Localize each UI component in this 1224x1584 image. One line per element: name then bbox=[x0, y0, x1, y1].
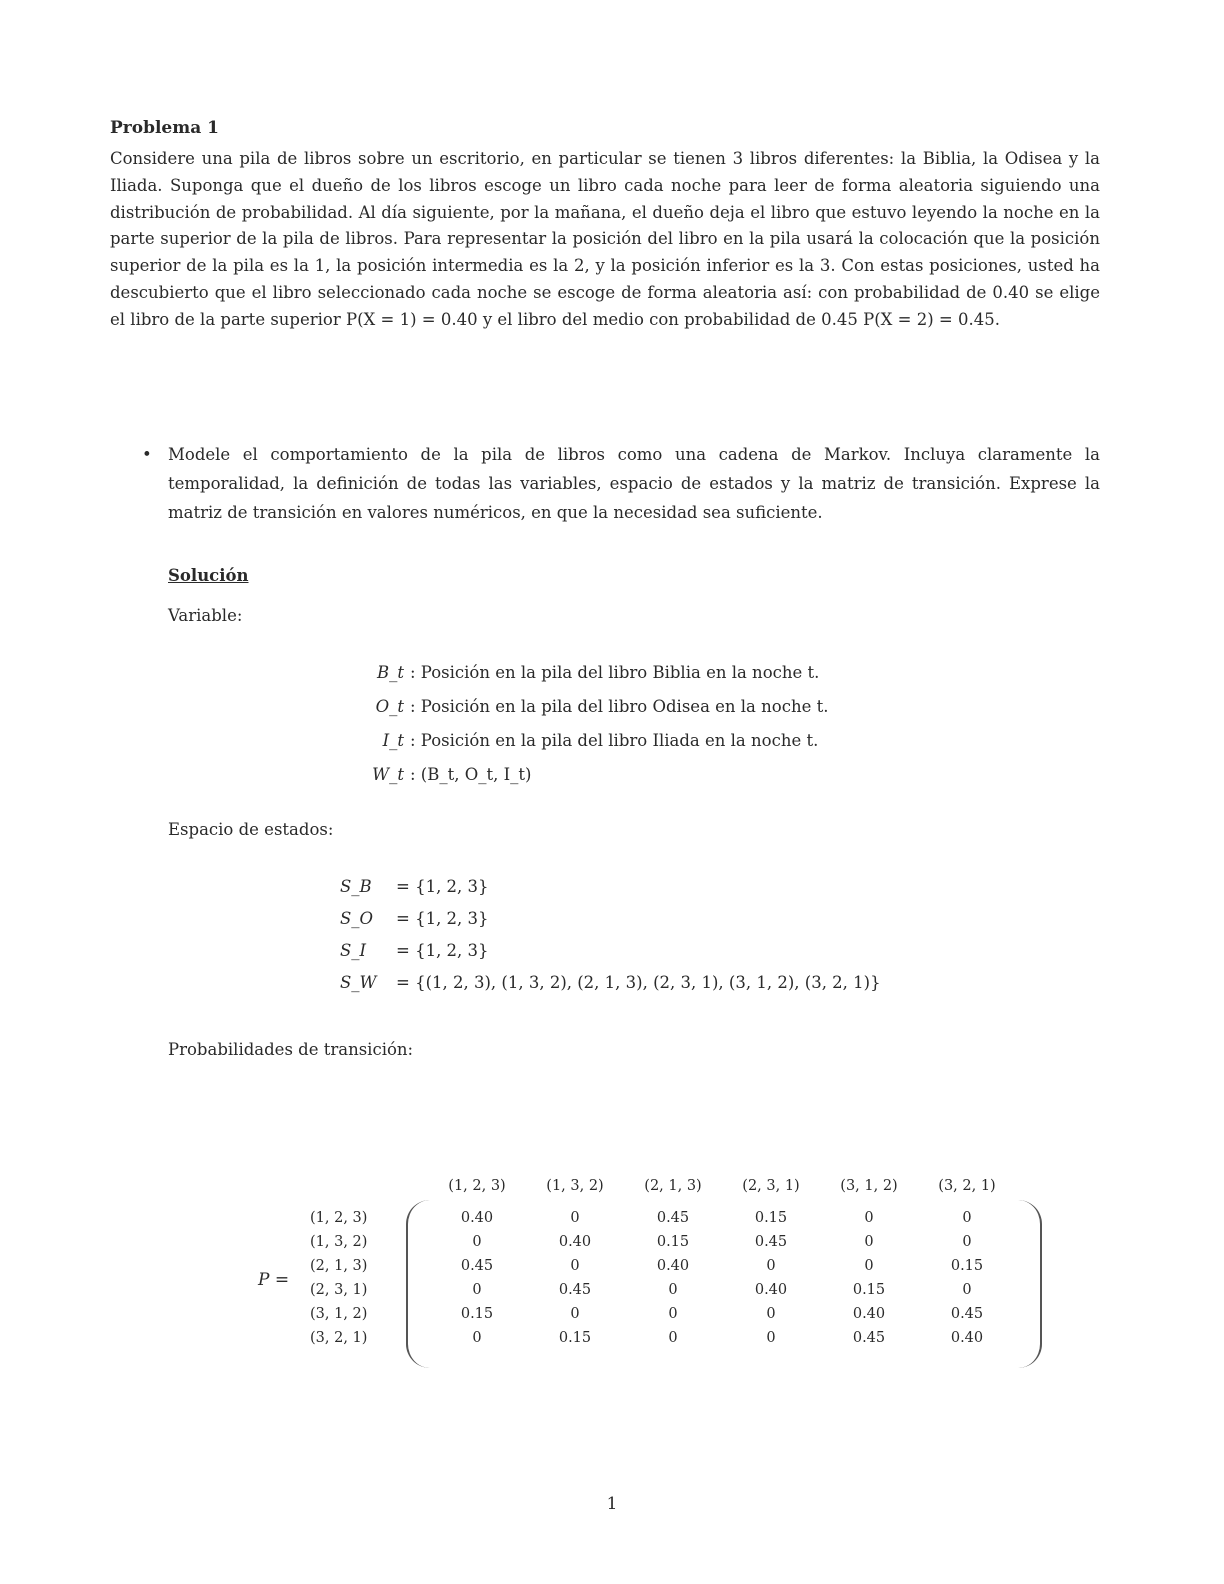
transition-matrix bbox=[258, 1178, 1048, 1378]
matrix-cell: 0 bbox=[864, 1258, 874, 1274]
row-header: (3, 1, 2) bbox=[310, 1306, 368, 1322]
state-space-set: = {1, 2, 3} bbox=[396, 908, 489, 928]
column-header: (3, 1, 2) bbox=[840, 1178, 898, 1194]
matrix-cell: 0 bbox=[570, 1210, 580, 1226]
matrix-cell: 0.15 bbox=[460, 1306, 494, 1322]
task-item: Modele el comportamiento de la pila de libros como una cadena de Markov. Incluya claramente la temporalidad, la definición de todas las variables, espacio de estados y la matriz de transición. Exprese la matriz de transición en valores numéricos, en que la necesidad sea suficiente. bbox=[168, 445, 1100, 522]
matrix-cells bbox=[428, 1206, 1016, 1350]
state-space-row bbox=[340, 902, 881, 934]
matrix-cell: 0 bbox=[472, 1330, 482, 1346]
state-space-row bbox=[340, 870, 881, 902]
transition-label: Probabilidades de transición: bbox=[168, 1040, 414, 1059]
matrix-cell: 0.15 bbox=[754, 1210, 788, 1226]
state-space-symbol: S_B bbox=[340, 876, 372, 896]
matrix-cell: 0 bbox=[766, 1306, 776, 1322]
variable-description: : Posición en la pila del libro Biblia en la noche t. bbox=[410, 662, 820, 682]
state-spaces bbox=[340, 870, 881, 998]
matrix-cell: 0.40 bbox=[852, 1306, 886, 1322]
matrix-row bbox=[428, 1254, 1016, 1278]
column-header: (2, 1, 3) bbox=[644, 1178, 702, 1194]
variable-description: : Posición en la pila del libro Odisea en la noche t. bbox=[410, 696, 829, 716]
matrix-cell: 0.40 bbox=[950, 1330, 984, 1346]
matrix-cell: 0.45 bbox=[656, 1210, 690, 1226]
row-header: (3, 2, 1) bbox=[310, 1330, 368, 1346]
matrix-cell: 0.40 bbox=[460, 1210, 494, 1226]
bullet-marker: • bbox=[142, 445, 152, 464]
variable-row bbox=[340, 723, 828, 757]
matrix-cell: 0.40 bbox=[558, 1234, 592, 1250]
problem-heading: Problema 1 bbox=[110, 118, 219, 138]
matrix-cell: 0 bbox=[570, 1306, 580, 1322]
variables-label: Variable: bbox=[168, 606, 243, 625]
matrix-row bbox=[428, 1230, 1016, 1254]
variable-symbol: O_t bbox=[375, 696, 404, 716]
matrix-cell: 0.40 bbox=[754, 1282, 788, 1298]
variable-description: : Posición en la pila del libro Iliada en la noche t. bbox=[410, 730, 819, 750]
matrix-cell: 0 bbox=[962, 1210, 972, 1226]
variable-symbol: I_t bbox=[382, 730, 404, 750]
matrix-cell: 0 bbox=[668, 1306, 678, 1322]
matrix-cell: 0.45 bbox=[754, 1234, 788, 1250]
matrix-cell: 0 bbox=[766, 1258, 776, 1274]
variable-symbol: W_t bbox=[372, 764, 404, 784]
row-header: (1, 2, 3) bbox=[310, 1210, 368, 1226]
matrix-cell: 0 bbox=[962, 1234, 972, 1250]
matrix-cell: 0 bbox=[668, 1330, 678, 1346]
state-space-symbol: S_I bbox=[340, 940, 367, 960]
state-space-set: = {(1, 2, 3), (1, 3, 2), (2, 1, 3), (2, 3, 1), (3, 1, 2), (3, 2, 1)} bbox=[396, 972, 881, 992]
matrix-row-headers bbox=[310, 1206, 367, 1350]
variable-symbol: B_t bbox=[376, 662, 404, 682]
matrix-cell: 0 bbox=[864, 1234, 874, 1250]
problem-statement: Considere una pila de libros sobre un escritorio, en particular se tienen 3 libros diferentes: la Biblia, la Odisea y la Iliada. Suponga que el dueño de los libros escoge un libro cada noche para leer de forma aleatoria siguiendo una distribución de probabilidad. Al día siguiente, por la mañana, el dueño deja el libro que estuvo leyendo la noche en la parte superior de la pila de libros. Para representar la posición del libro en la pila usará la colocación que la posición superior de la pila es la 1, la posición intermedia es la 2, y la posición inferior es la 3. Con estas posiciones, usted ha descubierto que el libro seleccionado cada noche se escoge de forma aleatoria así: con probabilidad de 0.40 se elige el libro de la parte superior P(X = 1) = 0.40 y el libro del medio con probabilidad de 0.45 P(X = 2) = 0.45. bbox=[110, 149, 1100, 329]
matrix-cell: 0.45 bbox=[460, 1258, 494, 1274]
column-header: (1, 3, 2) bbox=[546, 1178, 604, 1194]
solution-label: Solución bbox=[168, 566, 249, 585]
matrix-cell: 0.15 bbox=[558, 1330, 592, 1346]
matrix-cell: 0 bbox=[864, 1210, 874, 1226]
matrix-cell: 0.15 bbox=[656, 1234, 690, 1250]
state-space-symbol: S_O bbox=[340, 908, 374, 928]
matrix-symbol: P = bbox=[258, 1270, 290, 1290]
variable-description: : (B_t, O_t, I_t) bbox=[410, 764, 532, 784]
column-header: (2, 3, 1) bbox=[742, 1178, 800, 1194]
variable-row bbox=[340, 655, 828, 689]
matrix-cell: 0 bbox=[766, 1330, 776, 1346]
matrix-cell: 0 bbox=[570, 1258, 580, 1274]
matrix-cell: 0.15 bbox=[950, 1258, 984, 1274]
column-header: (3, 2, 1) bbox=[938, 1178, 996, 1194]
matrix-cell: 0 bbox=[472, 1282, 482, 1298]
matrix-row bbox=[428, 1302, 1016, 1326]
variables-list bbox=[340, 655, 828, 791]
matrix-cell: 0.15 bbox=[852, 1282, 886, 1298]
matrix-cell: 0.45 bbox=[558, 1282, 592, 1298]
state-space-set: = {1, 2, 3} bbox=[396, 940, 489, 960]
matrix-cell: 0 bbox=[668, 1282, 678, 1298]
variable-row bbox=[340, 689, 828, 723]
state-space-row bbox=[340, 934, 881, 966]
column-header: (1, 2, 3) bbox=[448, 1178, 506, 1194]
row-header: (2, 3, 1) bbox=[310, 1282, 368, 1298]
matrix-row bbox=[428, 1278, 1016, 1302]
row-header: (2, 1, 3) bbox=[310, 1258, 368, 1274]
matrix-row bbox=[428, 1326, 1016, 1350]
matrix-row bbox=[428, 1206, 1016, 1230]
matrix-cell: 0 bbox=[962, 1282, 972, 1298]
page-number: 1 bbox=[606, 1494, 618, 1514]
state-space-row bbox=[340, 966, 881, 998]
matrix-cell: 0 bbox=[472, 1234, 482, 1250]
row-header: (1, 3, 2) bbox=[310, 1234, 368, 1250]
states-label: Espacio de estados: bbox=[168, 820, 334, 839]
matrix-cell: 0.45 bbox=[852, 1330, 886, 1346]
state-space-set: = {1, 2, 3} bbox=[396, 876, 489, 896]
variable-row bbox=[340, 757, 828, 791]
left-parenthesis bbox=[406, 1200, 430, 1368]
right-parenthesis bbox=[1018, 1200, 1042, 1368]
state-space-symbol: S_W bbox=[340, 972, 377, 992]
matrix-column-headers bbox=[428, 1178, 1016, 1194]
matrix-cell: 0.45 bbox=[950, 1306, 984, 1322]
matrix-cell: 0.40 bbox=[656, 1258, 690, 1274]
